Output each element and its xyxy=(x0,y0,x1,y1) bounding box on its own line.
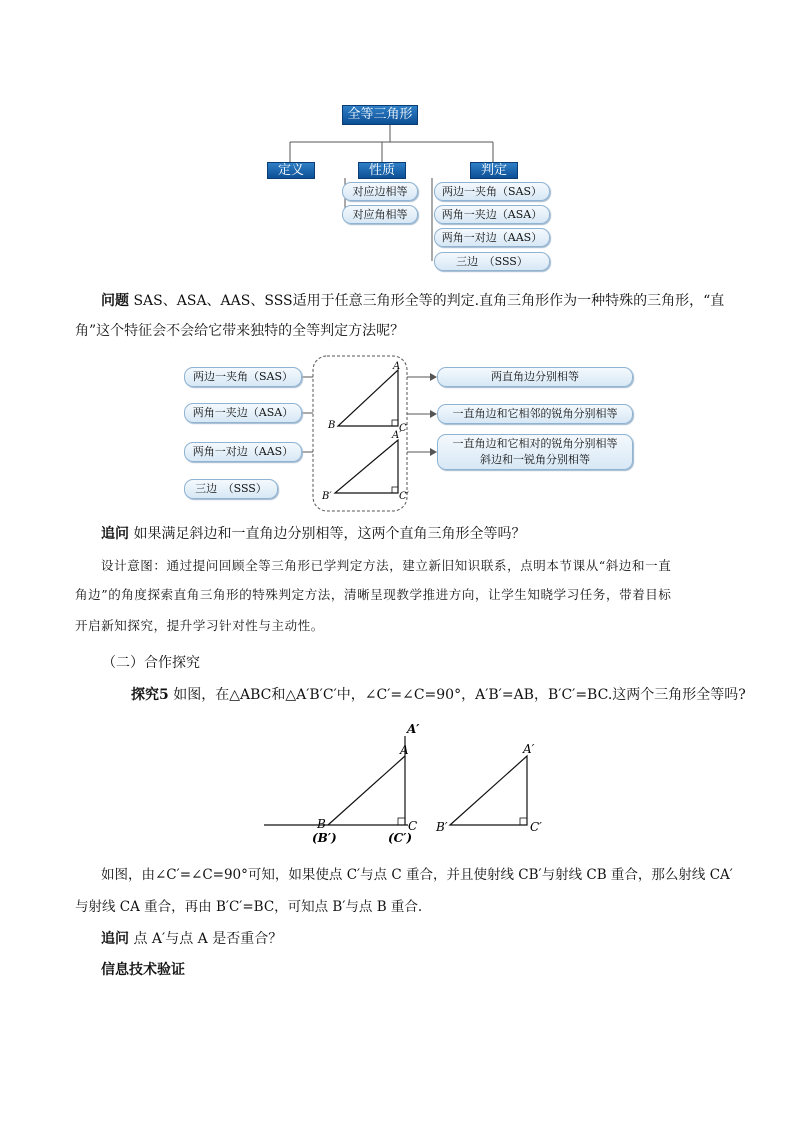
map-left-sss: 三边 （SSS） xyxy=(184,479,278,499)
map-right-legs: 两直角边分别相等 xyxy=(437,367,633,387)
map-right-leg-opposite: 一直角边和它相对的锐角分别相等 xyxy=(452,437,618,450)
map-left-aas: 两角一对边（AAS） xyxy=(184,442,302,462)
design-intent-line2: 角边”的角度探索直角三角形的特殊判定方法，清晰呈现教学推进方向，让学生知晓学习任务，带着目标 xyxy=(75,587,672,602)
fig-a-prime: A′ xyxy=(407,722,420,736)
criterion-sss: 三边 （SSS） xyxy=(434,252,550,271)
map-right-aas-group xyxy=(437,434,633,470)
fig-b: B xyxy=(317,817,326,831)
question-label: 问题 xyxy=(101,293,129,309)
explore5-label: 探究5 xyxy=(131,687,169,703)
fig-a: A xyxy=(400,743,409,757)
followup1: 追问 如果满足斜边和一直角边分别相等，这两个直角三角形全等吗？ xyxy=(101,526,526,542)
map-left-sas: 两边一夹角（SAS） xyxy=(184,367,302,387)
branch-criteria: 判定 xyxy=(470,162,518,179)
explore5: 探究5 如图，在△ABC和△A′B′C′中，∠C′=∠C=90°，A′B′=AB，B′C′=BC.这两个三角形全等吗? xyxy=(131,687,746,703)
verify-title: 信息技术验证 xyxy=(101,962,185,978)
followup2-label: 追问 xyxy=(101,931,129,947)
label-b: B xyxy=(328,420,336,431)
criterion-aas: 两角一对边（AAS） xyxy=(434,228,550,247)
label-a2: A′ xyxy=(392,430,402,441)
fig-c: C xyxy=(408,819,418,833)
fig-r-c: C′ xyxy=(530,820,542,834)
criterion-asa: 两角一夹边（ASA） xyxy=(434,205,550,224)
label-a: A xyxy=(393,361,401,372)
question-line2: 角”这个特征会不会给它带来独特的全等判定方法呢？ xyxy=(75,323,405,339)
explain-line1: 如图，由∠C′=∠C=90°可知，如果使点 C′与点 C 重合，并且使射线 CB′与射线 CB 重合，那么射线 CA′ xyxy=(101,867,733,883)
branch-definition: 定义 xyxy=(267,162,315,179)
label-b2: B′ xyxy=(322,491,332,502)
label-c: C xyxy=(399,423,407,434)
right-triangle-abc xyxy=(338,370,398,426)
question-line1: 问题 SAS、ASA、AAS、SSS适用于任意三角形全等的判定.直角三角形作为一种特殊的三角形，“直 xyxy=(101,293,725,309)
map-right-hyp-angle: 斜边和一锐角分别相等 xyxy=(480,453,590,466)
design-intent-line1: 设计意图：通过提问回顾全等三角形已学判定方法，建立新旧知识联系，点明本节课从“斜边和一直 xyxy=(101,558,672,573)
branch-properties: 性质 xyxy=(358,162,406,179)
map-left-asa: 两角一夹边（ASA） xyxy=(184,403,302,423)
property-angles: 对应角相等 xyxy=(342,205,418,224)
section-title: （二）合作探究 xyxy=(102,655,200,671)
fig-r-b: B′ xyxy=(436,820,448,834)
followup1-label: 追问 xyxy=(101,526,129,542)
design-intent-line3: 开启新知探究，提升学习针对性与主动性。 xyxy=(75,618,324,633)
criterion-sas: 两边一夹角（SAS） xyxy=(434,182,550,201)
fig-b-prime: (B′) xyxy=(312,831,337,845)
concept-root: 全等三角形 xyxy=(342,105,418,125)
map-right-leg-adjacent: 一直角边和它相邻的锐角分别相等 xyxy=(437,404,633,424)
explain-line2: 与射线 CA 重合，再由 B′C′=BC，可知点 B′与点 B 重合. xyxy=(75,899,423,915)
label-c2: C′ xyxy=(399,491,409,502)
fig-r-a: A′ xyxy=(523,742,535,756)
followup2: 追问 点 A′与点 A 是否重合？ xyxy=(101,931,283,947)
right-triangle-a2b2c2 xyxy=(335,440,398,493)
property-sides: 对应边相等 xyxy=(342,182,418,201)
fig-c-prime: (C′) xyxy=(388,831,413,845)
overlap-figure xyxy=(262,718,562,848)
